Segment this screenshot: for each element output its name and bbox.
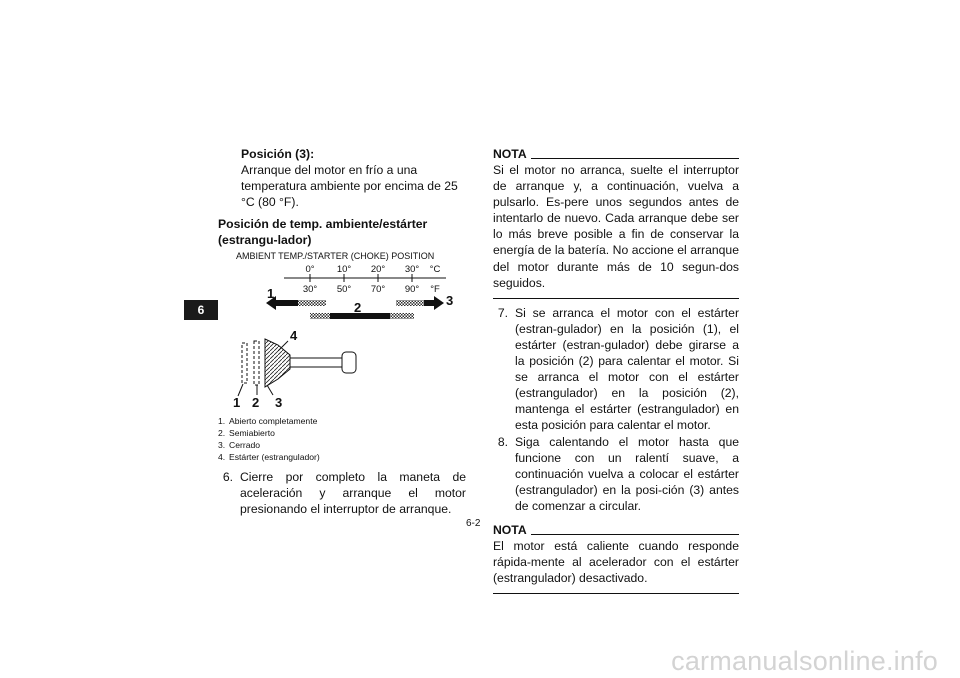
callout-3-bottom: 3 xyxy=(275,394,283,409)
figure-legend xyxy=(218,415,466,463)
step-7 xyxy=(493,305,739,434)
choke-diagram xyxy=(218,251,468,409)
chapter-tab: 6 xyxy=(184,300,218,320)
step-text: Si se arranca el motor con el estárter (estran-gulador) en la posición (1), el estárter (estran-gulador) debe girarse a la posición (2) para calentar el motor. Si se arranca el motor con el estárter (estrangulador) en la posición (2), mantenga el estárter (estrangulador) en esta posición para calentar el motor. xyxy=(515,305,739,433)
callout-1-top: 1 xyxy=(267,285,275,301)
nota-heading xyxy=(493,522,739,538)
choke-knob-drawing xyxy=(238,339,356,396)
legend-item: 3. Cerrado xyxy=(218,439,261,450)
nota-heading xyxy=(493,146,739,162)
position-3-arrow xyxy=(396,296,444,310)
callout-2-bottom: 2 xyxy=(252,394,260,409)
legend-item: 1. Abierto completamente xyxy=(218,415,318,426)
fahrenheit-tick: 50° xyxy=(336,283,352,295)
step-text: Cierre por completo la maneta de aceleración y arranque el motor presionando el interruptor de arranque. xyxy=(240,469,466,516)
step-number: 6. xyxy=(222,469,233,484)
fahrenheit-unit: °F xyxy=(430,283,440,295)
position-3-block xyxy=(241,146,466,210)
callout-4: 4 xyxy=(290,327,298,343)
fahrenheit-tick: 90° xyxy=(404,283,420,295)
fahrenheit-tick: 70° xyxy=(370,283,386,295)
choke-position-figure xyxy=(218,251,468,409)
callout-1-bottom: 1 xyxy=(233,394,241,409)
watermark: carmanualsonline.info xyxy=(671,646,938,676)
nota-end-rule xyxy=(493,593,739,594)
nota-label: NOTA xyxy=(493,146,527,161)
step-6 xyxy=(218,469,466,517)
step-number: 7. xyxy=(497,305,508,320)
nota-label: NOTA xyxy=(493,522,527,537)
fahrenheit-tick: 30° xyxy=(302,283,318,295)
celsius-unit: °C xyxy=(429,263,441,275)
nota-text: Si el motor no arranca, suelte el interruptor de arranque y, a continuación, vuelva a pulsarlo. Es-pere unos segundos antes de intentarlo de nuevo. Cada arranque debe ser lo más breve posible a fin de conservar la energía de la batería. No accione el arranque del motor durante más de 10 segun-dos seguidos. xyxy=(493,163,739,290)
figure-caption: AMBIENT TEMP./STARTER (CHOKE) POSITION xyxy=(236,250,435,261)
callout-2-top: 2 xyxy=(354,299,362,315)
position-3-text: Arranque del motor en frío a una temperatura ambiente por encima de 25 °C (80 °F). xyxy=(241,163,458,210)
position-1-arrow xyxy=(266,296,326,310)
celsius-tick: 10° xyxy=(336,263,352,275)
step-8 xyxy=(493,434,739,514)
legend-item: 4. Estárter (estrangulador) xyxy=(218,451,320,462)
celsius-tick: 0° xyxy=(305,263,315,275)
nota-end-rule xyxy=(493,298,739,299)
celsius-tick: 20° xyxy=(370,263,386,275)
left-column xyxy=(218,146,466,517)
step-text: Siga calentando el motor hasta que funcione con un ralentí suave, a continuación vuelva a colocar el estárter (estrangulador) en la posi-ción (3) antes de comenzar a circular. xyxy=(515,434,739,513)
right-column xyxy=(493,146,739,599)
celsius-tick: 30° xyxy=(404,263,420,275)
section-title: Posición de temp. ambiente/estárter (estrangu-lador) xyxy=(218,217,428,248)
step-number: 8. xyxy=(497,434,508,449)
position-2-bar xyxy=(310,313,414,319)
position-3-title: Posición (3): xyxy=(241,147,315,161)
callout-3-top: 3 xyxy=(446,292,454,308)
nota-text: El motor está caliente cuando responde rápida-mente al acelerador con el estárter (estrangulador) desactivado. xyxy=(493,538,739,586)
page-number: 6-2 xyxy=(466,518,481,529)
legend-item: 2. Semiabierto xyxy=(218,427,275,438)
